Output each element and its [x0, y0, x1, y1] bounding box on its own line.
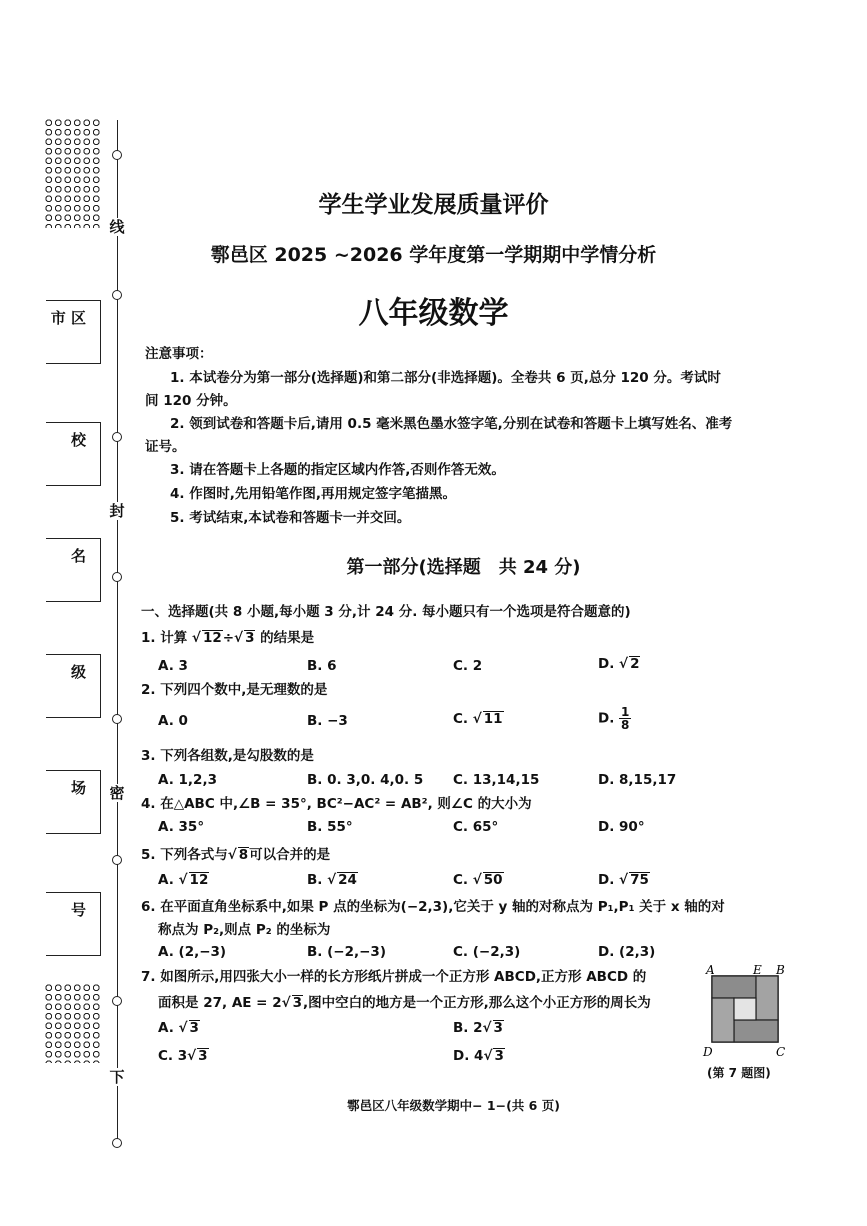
field-exam-number[interactable] [46, 892, 101, 956]
question-4-stem: 4. 在△ABC 中,∠B = 35°, BC²−AC² = AB², 则∠C 的大小为 [141, 796, 532, 812]
question-1-stem: 1. 计算 √ 12÷√ 3 的结果是 [141, 630, 315, 646]
figure-label-e: E [753, 963, 762, 977]
q4-option-c[interactable]: C. 65° [453, 819, 499, 835]
q6-option-c[interactable]: C. (−2,3) [453, 944, 521, 960]
q5-option-d[interactable]: D. √ 75 [598, 872, 649, 888]
binding-label-xian: 线 [109, 218, 125, 236]
field-label: 场 [70, 779, 86, 797]
binding-label-feng: 封 [109, 502, 125, 520]
binding-dots-bottom [44, 983, 100, 1063]
q2-option-b[interactable]: B. −3 [307, 713, 348, 729]
q2-option-a[interactable]: A. 0 [158, 713, 188, 729]
q3-option-c[interactable]: C. 13,14,15 [453, 772, 540, 788]
figure-label-c: C [776, 1045, 786, 1059]
field-grade[interactable] [46, 654, 101, 718]
exam-title: 学生学业发展质量评价 [318, 192, 549, 218]
field-school[interactable] [46, 422, 101, 486]
binding-hole-6 [112, 855, 122, 865]
figure-label-a: A [706, 963, 715, 977]
figure-label-b: B [776, 963, 785, 977]
figure-rect-top [712, 976, 756, 998]
binding-hole-3 [112, 432, 122, 442]
q2-option-c[interactable]: C. √ 11 [453, 711, 503, 727]
field-label: 市 区 [50, 309, 86, 327]
q5-option-c[interactable]: C. √ 50 [453, 872, 503, 888]
q4-option-b[interactable]: B. 55° [307, 819, 353, 835]
q5-option-a[interactable]: A. √ 12 [158, 872, 209, 888]
question-2-stem: 2. 下列四个数中,是无理数的是 [141, 682, 328, 698]
q1-option-b[interactable]: B. 6 [307, 658, 337, 674]
question-7-stem: 7. 如图所示,用四张大小一样的长方形纸片拼成一个正方形 ABCD,正方形 ABCD 的 [141, 969, 647, 985]
question-3-stem: 3. 下列各组数,是勾股数的是 [141, 748, 314, 764]
q1-option-a[interactable]: A. 3 [158, 658, 188, 674]
figure-inner-square [734, 998, 756, 1020]
figure-rect-left [712, 998, 734, 1042]
q4-option-d[interactable]: D. 90° [598, 819, 645, 835]
note-2-cont: 证号。 [145, 439, 186, 455]
note-2: 2. 领到试卷和答题卡后,请用 0.5 毫米黑色墨水签字笔,分别在试卷和答题卡上填写姓名、准考 [170, 416, 733, 432]
field-label: 名 [70, 547, 86, 565]
field-exam-room[interactable] [46, 770, 101, 834]
question-7-figure [700, 962, 790, 1062]
field-label: 级 [70, 663, 86, 681]
question-6-stem: 6. 在平面直角坐标系中,如果 P 点的坐标为(−2,3),它关于 y 轴的对称点为 P₁,P₁ 关于 x 轴的对 [141, 899, 725, 915]
note-1-cont: 间 120 分钟。 [145, 393, 237, 409]
q4-option-a[interactable]: A. 35° [158, 819, 205, 835]
figure-label-d: D [703, 1045, 713, 1059]
note-1: 1. 本试卷分为第一部分(选择题)和第二部分(非选择题)。全卷共 6 页,总分 120 分。考试时 [170, 370, 721, 386]
binding-line [117, 120, 118, 1140]
question-5-stem: 5. 下列各式与√ 8可以合并的是 [141, 847, 331, 863]
question-7-stem-cont: 面积是 27, AE = 2√ 3,图中空白的地方是一个正方形,那么这个小正方形的周长为 [158, 995, 651, 1011]
field-label: 号 [70, 901, 86, 919]
exam-subtitle: 鄠邑区 2025 ~2026 学年度第一学期期中学情分析 [210, 244, 657, 266]
q6-option-b[interactable]: B. (−2,−3) [307, 944, 386, 960]
binding-hole-8 [112, 1138, 122, 1148]
q6-option-a[interactable]: A. (2,−3) [158, 944, 227, 960]
note-5: 5. 考试结束,本试卷和答题卡一并交回。 [170, 510, 411, 526]
note-3: 3. 请在答题卡上各题的指定区域内作答,否则作答无效。 [170, 462, 505, 478]
binding-hole-7 [112, 996, 122, 1006]
figure-caption: (第 7 题图) [707, 1066, 771, 1080]
question-6-stem-cont: 称点为 P₂,则点 P₂ 的坐标为 [158, 922, 331, 938]
q1-option-c[interactable]: C. 2 [453, 658, 483, 674]
part1-instruction: 一、选择题(共 8 小题,每小题 3 分,计 24 分. 每小题只有一个选项是符合题意的) [141, 604, 631, 620]
note-4: 4. 作图时,先用铅笔作图,再用规定签字笔描黑。 [170, 486, 456, 502]
part1-title: 第一部分(选择题 共 24 分) [346, 557, 581, 578]
q6-option-d[interactable]: D. (2,3) [598, 944, 656, 960]
q5-option-b[interactable]: B. √ 24 [307, 872, 357, 888]
q7-option-d[interactable]: D. 4√ 3 [453, 1048, 504, 1064]
notes-heading: 注意事项： [145, 346, 213, 362]
q7-option-b[interactable]: B. 2√ 3 [453, 1020, 503, 1036]
field-label: 校 [70, 431, 86, 449]
binding-label-xia: 下 [109, 1068, 125, 1086]
figure-rect-bottom [734, 1020, 778, 1042]
subject-title: 八年级数学 [358, 296, 509, 331]
binding-hole-1 [112, 150, 122, 160]
q3-option-b[interactable]: B. 0. 3,0. 4,0. 5 [307, 772, 424, 788]
q3-option-a[interactable]: A. 1,2,3 [158, 772, 217, 788]
q7-option-a[interactable]: A. √ 3 [158, 1020, 199, 1036]
q2-option-d[interactable]: D. $\frac{1}{8}$ [598, 705, 630, 732]
page-footer: 鄠邑区八年级数学期中− 1−(共 6 页) [347, 1098, 560, 1113]
fraction: $\frac{1}{8}$ [621, 705, 630, 732]
figure-rect-right [756, 976, 778, 1020]
q3-option-d[interactable]: D. 8,15,17 [598, 772, 677, 788]
q1-option-d[interactable]: D. √ 2 [598, 656, 640, 672]
q7-option-c[interactable]: C. 3√ 3 [158, 1048, 208, 1064]
binding-hole-5 [112, 714, 122, 724]
binding-label-mi: 密 [109, 784, 125, 802]
